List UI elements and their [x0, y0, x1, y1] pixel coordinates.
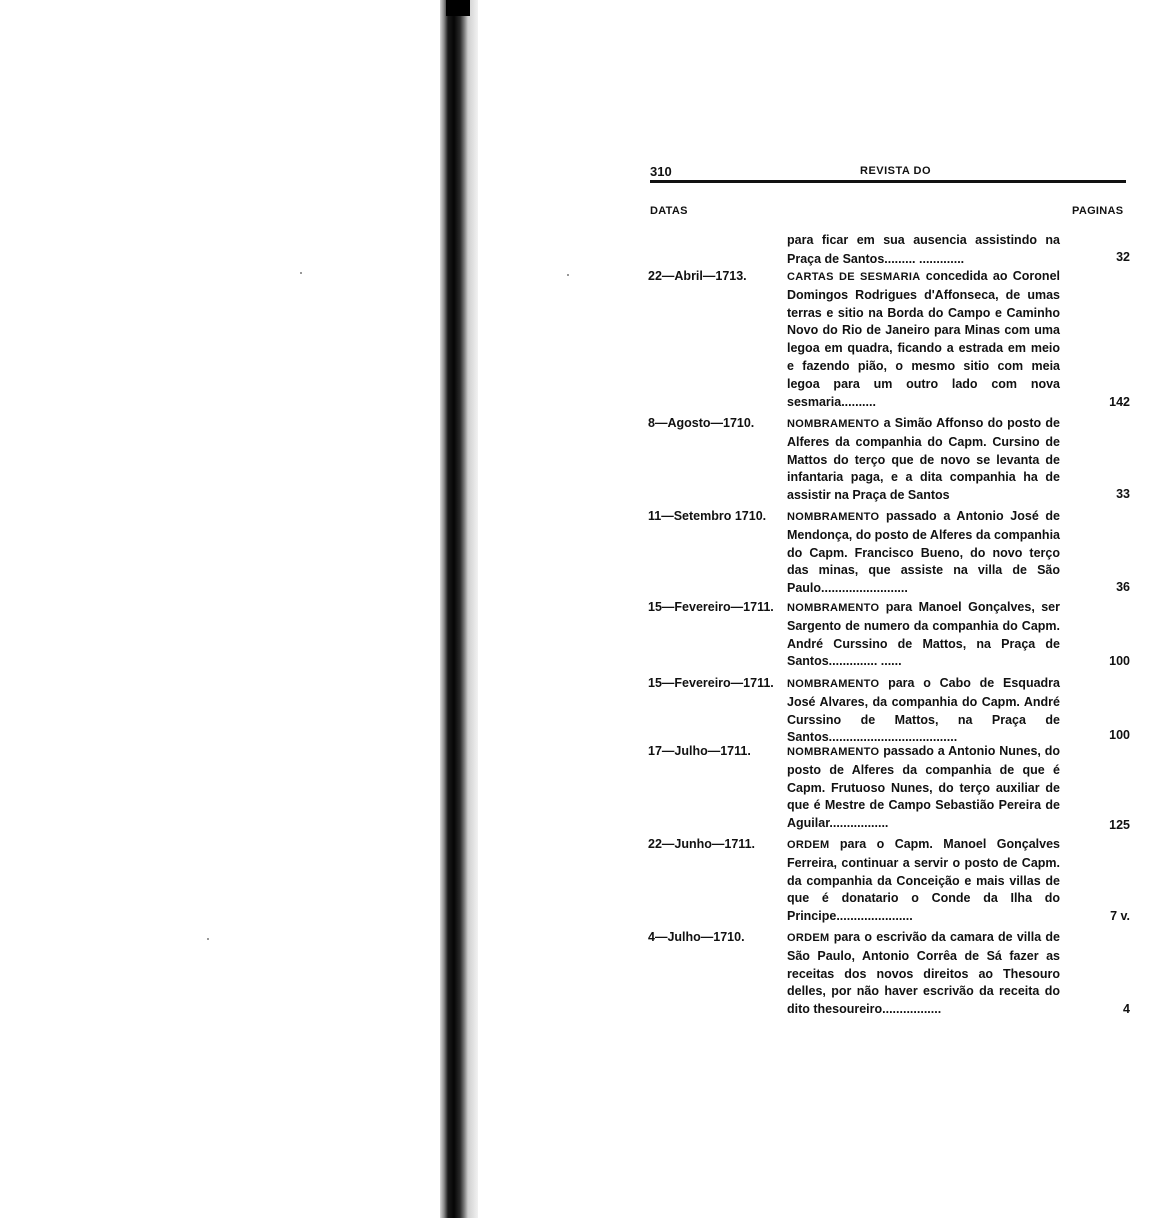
entry-description: passado a Antonio José de Mendonça, do posto de Alferes da companhia do Capm. Francisco Bueno, do novo terço das minas, que assiste na villa de São Paulo......................... [787, 509, 1060, 596]
entry-kind: CARTAS DE SESMARIA [787, 271, 921, 283]
entry-kind: NOMBRAMENTO [787, 602, 880, 614]
entry-page: 32 [1116, 250, 1130, 264]
scan-speck [207, 938, 209, 940]
entry-page: 36 [1116, 580, 1130, 594]
header-rule [650, 180, 1126, 183]
entry-page: 4 [1123, 1002, 1130, 1016]
entry-kind: ORDEM [787, 839, 830, 851]
entry-text [787, 929, 1060, 1019]
scan-speck [567, 274, 569, 276]
entry-date: 17—Julho—1711. [648, 744, 751, 758]
entry-text [787, 415, 1060, 505]
entry-page: 7 v. [1110, 909, 1130, 923]
entry-kind: NOMBRAMENTO [787, 678, 880, 690]
entry-page: 125 [1109, 818, 1130, 832]
entry-date: 15—Fevereiro—1711. [648, 600, 774, 614]
book-gutter-top-mark [446, 0, 470, 16]
entry-text [787, 743, 1060, 833]
entry-text [787, 508, 1060, 598]
entry-date: 8—Agosto—1710. [648, 416, 755, 430]
entry-description: passado a Antonio Nunes, do posto de Alferes da companhia de que é Capm. Frutuoso Nunes, do terço auxiliar de que é Mestre de Campo Sebastião Pereira de Aguilar................. [787, 744, 1060, 831]
running-title: REVISTA DO [860, 165, 932, 177]
entry-kind: ORDEM [787, 932, 830, 944]
entry-page: 100 [1109, 654, 1130, 668]
entry-text [787, 268, 1060, 411]
entry-page: 33 [1116, 487, 1130, 501]
entry-text [787, 232, 1060, 269]
entry-date: 22—Junho—1711. [648, 837, 755, 851]
entry-kind: NOMBRAMENTO [787, 418, 880, 430]
entry-description: para Manoel Gonçalves, ser Sargento de numero da companhia do Capm. André Curssino de Mattos, na Praça de Santos.............. ...... [787, 600, 1060, 669]
scan-speck [300, 272, 302, 274]
entry-description: para o escrivão da camara de villa de São Paulo, Antonio Corrêa de Sá fazer as receitas dos novos direitos ao Thesouro delles, por não haver escrivão da receita do dito thesoureiro................. [787, 930, 1060, 1017]
entry-description: a Simão Affonso do posto de Alferes da companhia do Capm. Cursino de Mattos do terço que de novo se levanta de infantaria paga, e a dita companhia ha de assistir na Praça de Santos [787, 416, 1060, 503]
entry-kind: NOMBRAMENTO [787, 511, 880, 523]
entry-description: para ficar em sua ausencia assistindo na Praça de Santos......... ............. [787, 233, 1060, 266]
entry-page: 100 [1109, 728, 1130, 742]
entry-text [787, 836, 1060, 926]
column-heading-paginas: PAGINAS [1072, 205, 1124, 217]
entry-date: 15—Fevereiro—1711. [648, 676, 774, 690]
entry-description: concedida ao Coronel Domingos Rodrigues d'Affonseca, de umas terras e sitio na Borda do Campo e Caminho Novo do Rio de Janeiro para Minas com uma legoa em quadra, ficando a estrada em meio e fazendo pião, o mesmo sitio com meia legoa para um outro lado com nova sesmaria.......... [787, 269, 1060, 409]
entry-description: para o Capm. Manoel Gonçalves Ferreira, continuar a servir o posto de Capm. da companhia da Conceição e mais villas de que é donatario o Conde da Ilha do Principe...................... [787, 837, 1060, 924]
entry-description: para o Cabo de Esquadra José Alvares, da companhia do Capm. André Curssino de Mattos, na Praça de Santos..................................... [787, 676, 1060, 745]
entry-text [787, 599, 1060, 671]
entry-date: 22—Abril—1713. [648, 269, 747, 283]
entry-date: 11—Setembro 1710. [648, 509, 767, 523]
column-heading-datas: DATAS [650, 205, 688, 217]
entry-page: 142 [1109, 395, 1130, 409]
entry-kind: NOMBRAMENTO [787, 746, 880, 758]
book-gutter-shadow [440, 0, 478, 1218]
entry-text [787, 675, 1060, 747]
entry-date: 4—Julho—1710. [648, 930, 745, 944]
page-number: 310 [650, 164, 672, 179]
